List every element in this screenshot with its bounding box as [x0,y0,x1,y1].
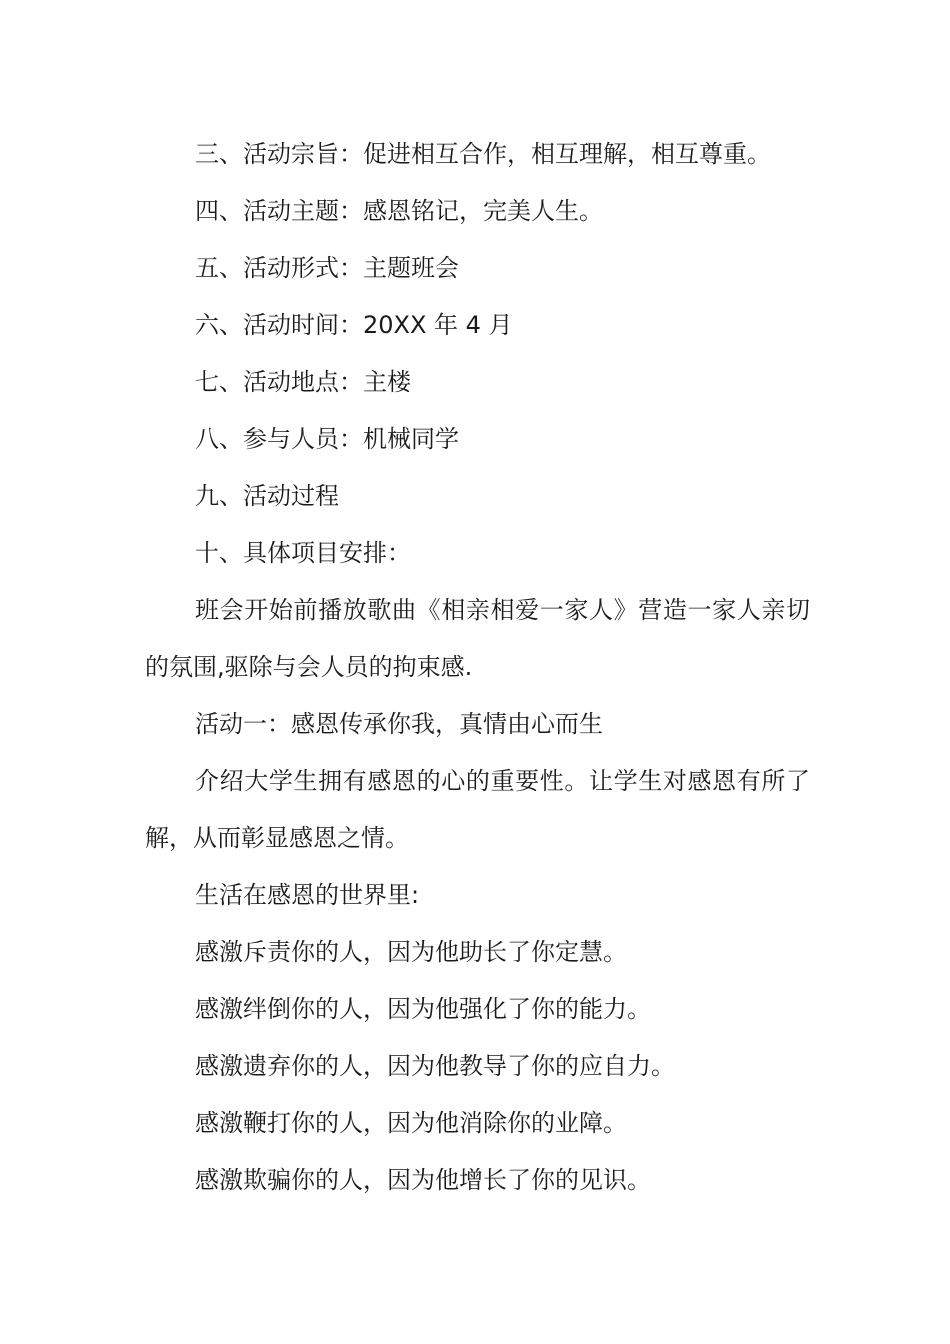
paragraph-activity-process: 九、活动过程 [195,482,339,510]
paragraph-activity-location: 七、活动地点：主楼 [195,368,411,396]
paragraph-activity-purpose: 三、活动宗旨：促进相互合作，相互理解，相互尊重。 [195,140,771,168]
paragraph-activity-time: 六、活动时间：20XX 年 4 月 [195,311,513,339]
paragraph-activity-theme: 四、活动主题：感恩铭记，完美人生。 [195,197,603,225]
paragraph-gratitude-world: 生活在感恩的世界里: [195,881,420,909]
paragraph-gratitude-line-5: 感激欺骗你的人，因为他增长了你的见识。 [195,1166,651,1194]
paragraph-gratitude-line-1: 感激斥责你的人，因为他助长了你定慧。 [195,938,627,966]
paragraph-gratitude-line-2: 感激绊倒你的人，因为他强化了你的能力。 [195,995,651,1023]
paragraph-activity-format: 五、活动形式：主题班会 [195,254,459,282]
document-body [145,126,810,1209]
paragraph-opening-song: 班会开始前播放歌曲《相亲相爱一家人》营造一家人亲切的氛围,驱除与会人员的拘束感. [145,596,810,681]
paragraph-project-arrangement: 十、具体项目安排： [195,539,411,567]
paragraph-gratitude-importance: 介绍大学生拥有感恩的心的重要性。让学生对感恩有所了解，从而彰显感恩之情。 [145,767,810,852]
paragraph-gratitude-line-4: 感激鞭打你的人，因为他消除你的业障。 [195,1109,627,1137]
paragraph-activity-one: 活动一：感恩传承你我，真情由心而生 [195,710,603,738]
paragraph-participants: 八、参与人员：机械同学 [195,425,459,453]
paragraph-gratitude-line-3: 感激遗弃你的人，因为他教导了你的应自力。 [195,1052,675,1080]
